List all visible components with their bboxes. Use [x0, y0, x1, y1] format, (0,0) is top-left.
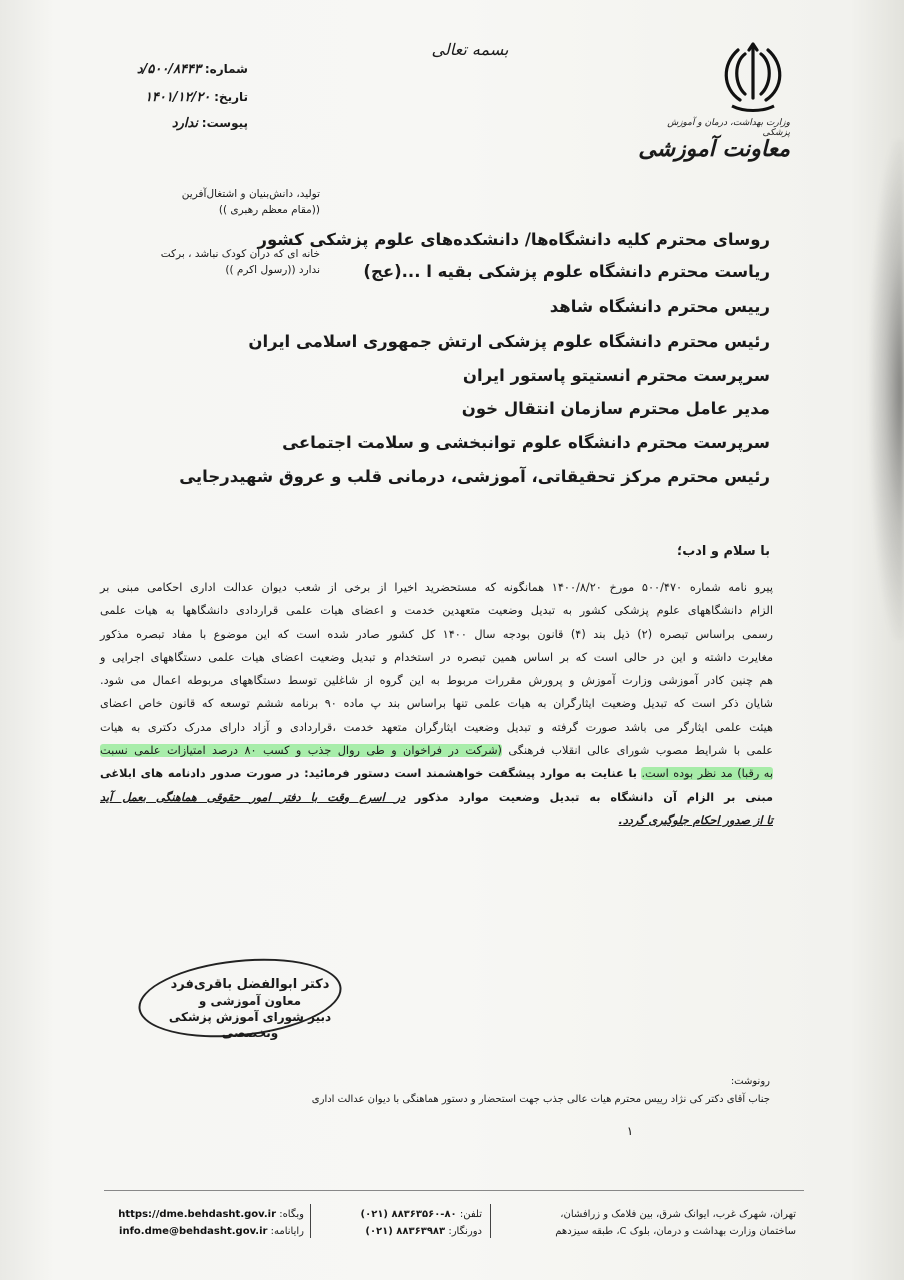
- website-label: وبگاه:: [279, 1209, 304, 1220]
- website-row: [104, 1206, 304, 1223]
- body-line: مغایرت داشته و این در حالی است که بر اساس همین تبصره در استخدام و تبدیل وضعیت اعضای هیات علمی دستگاههای اجرایی و: [100, 650, 773, 664]
- attachment-label: پیوست:: [201, 116, 248, 130]
- quote-prophet: [100, 246, 320, 278]
- quote-text: خانه ای که دران کودک نباشد ، برکت: [160, 248, 320, 260]
- body-line: هیئت علمی ایثارگر می باشد صورت گرفته و تبدیل وضعیت ایثارگران متعهد خدمت ،قراردادی و آزاد دارای مدرک دکتری به هیات: [100, 720, 773, 734]
- footer-contacts: [104, 1206, 304, 1240]
- fax-row: [318, 1223, 482, 1240]
- deputy-title: معاونت آموزشی: [638, 136, 790, 162]
- cc-text: جناب آقای دکتر کی نژاد رییس محترم هیات عالی جذب جهت استحضار و دستور هماهنگی با دیوان عدالت اداری: [311, 1094, 770, 1105]
- signer-title: دبیر شورای آموزش پزشکی وتخصصی: [168, 1010, 332, 1040]
- body-line: الزام دانشگاههای علوم پزشکی کشور به تبدیل وضعیت متعهدین خدمت و اعضای هیات علمی قراردادی دانشگاهها به هیات علمی: [100, 604, 773, 618]
- cc-label: رونوشت:: [730, 1076, 770, 1087]
- body-segment: مبنی بر الزام آن دانشگاه به تبدیل وضعیت موارد مذکور: [414, 790, 773, 804]
- addressee: رئیس محترم دانشگاه علوم پزشکی ارتش جمهوری اسلامی ایران: [248, 332, 770, 351]
- page-number: ۱: [626, 1124, 634, 1138]
- attachment-value: ندارد: [171, 116, 198, 131]
- emphasized-text: در اسرع وقت با دفتر امور حقوقی هماهنگی بعمل آید: [100, 790, 406, 804]
- fax-value: (۰۲۱) ۸۸۳۶۳۹۸۳: [365, 1226, 446, 1237]
- addressee: روسای محترم کلیه دانشگاه‌ها/ دانشکده‌های علوم پزشکی کشور: [257, 230, 770, 249]
- quote-source: ندارد ((رسول اکرم )): [225, 264, 320, 276]
- addressee: سرپرست محترم دانشگاه علوم توانبخشی و سلامت اجتماعی: [282, 433, 770, 452]
- email-row: [104, 1223, 304, 1240]
- quote-source: ((مقام معظم رهبری )): [218, 204, 320, 216]
- addressee: مدیر عامل محترم سازمان انتقال خون: [461, 399, 770, 418]
- iran-emblem-icon: [718, 40, 788, 120]
- body-line: پیرو نامه شماره ۵۰۰/۴۷۰ مورخ ۱۴۰۰/۸/۲۰ همانگونه که مستحضرید اخیرا از برخی از شعب دیوان عدالت اداری احکامی مبنی بر: [100, 581, 773, 594]
- footer-divider: [104, 1190, 804, 1191]
- footer-phones: [318, 1206, 482, 1240]
- address-line: ساختمان وزارت بهداشت و درمان، بلوک C، طبقه سیزدهم: [555, 1226, 796, 1237]
- ministry-name: وزارت بهداشت، درمان و آموزش پزشکی: [667, 118, 790, 138]
- bismillah: بسمه تعالی: [431, 40, 509, 59]
- body-segment: با عنایت به موارد پیشگفت خواهشمند است دستور فرمائید: در صورت صدور دادنامه های ابلاغی: [100, 767, 637, 781]
- letter-attachment-row: [88, 116, 248, 131]
- signature-block: [140, 977, 360, 1041]
- body-segment: علمی با شرایط مصوب شورای عالی انقلاب فرهنگی: [508, 744, 773, 758]
- highlighted-text: (شرکت در فراخوان و طی روال جذب و کسب ۸۰ درصد امتیازات علمی نسبت: [100, 744, 502, 758]
- letter-date-row: [88, 90, 248, 105]
- quote-leader: [100, 186, 320, 218]
- website-link[interactable]: https://dme.behdasht.gov.ir: [118, 1209, 277, 1220]
- letter-number-row: [88, 62, 248, 77]
- addressee: سرپرست محترم انستیتو پاستور ایران: [462, 366, 770, 385]
- email-link[interactable]: info.dme@behdasht.gov.ir: [119, 1226, 268, 1237]
- quote-text: تولید، دانش‌بنیان و اشتغال‌آفرین: [181, 188, 320, 200]
- phone-row: [318, 1206, 482, 1223]
- body-line: رسمی براساس تبصره (۲) ذیل بند (۴) قانون بودجه سال ۱۴۰۰ کل کشور صادر شده است که این موضوع با مفاد تبصره مذکور: [100, 627, 774, 641]
- letter-body: [100, 576, 773, 832]
- body-line: شایان ذکر است که تبدیل وضعیت ایثارگران به هیات علمی تنها براساس بند پ ماده ۹۰ برنامه ششم توسعه که قانون خاص اعضای: [100, 697, 773, 711]
- body-line: [100, 786, 773, 809]
- signer-title: معاون آموزشی و: [198, 994, 302, 1008]
- greeting: با سلام و ادب؛: [677, 544, 770, 559]
- body-line: [100, 809, 773, 832]
- email-label: رایانامه:: [270, 1226, 304, 1237]
- footer-address: [500, 1206, 796, 1240]
- addressee: رئیس محترم مرکز تحقیقاتی، آموزشی، درمانی قلب و عروق شهیدرجایی: [179, 467, 770, 486]
- addressee: رییس محترم دانشگاه شاهد: [549, 297, 770, 316]
- emphasized-text: تا از صدور احکام جلوگیری گردد.: [618, 813, 773, 827]
- date-value: ۱۴۰۱/۱۲/۲۰: [144, 90, 211, 105]
- date-label: تاریخ:: [214, 90, 248, 104]
- signer-name: دکتر ابوالفضل باقری‌فرد: [170, 977, 330, 992]
- highlighted-text: به رقبا) مد نظر بوده است.: [641, 767, 774, 781]
- phone-label: تلفن:: [459, 1209, 482, 1220]
- addressee: ریاست محترم دانشگاه علوم پزشکی بقیه ا ...(عج): [363, 262, 770, 281]
- number-label: شماره:: [204, 62, 248, 76]
- body-line: [100, 739, 773, 762]
- fax-label: دورنگار:: [448, 1226, 482, 1237]
- phone-value: (۰۲۱) ۸۸۳۶۳۵۶۰-۸۰: [360, 1209, 457, 1220]
- number-value: ۵۰۰/۸۴۴۳/د: [136, 62, 202, 77]
- scan-shadow: [870, 140, 904, 640]
- body-line: [100, 762, 773, 785]
- footer-separator: [310, 1204, 311, 1238]
- footer-separator: [490, 1204, 491, 1238]
- body-line: هم چنین کادر آموزشی وزارت آموزش و پرورش مقررات مربوط به این گروه از شاغلین توسط دستگاههای مربوطه اعمال می شود.: [100, 674, 773, 688]
- address-line: تهران، شهرک غرب، ایوانک شرق، بین فلامک و زرافشان،: [560, 1209, 796, 1220]
